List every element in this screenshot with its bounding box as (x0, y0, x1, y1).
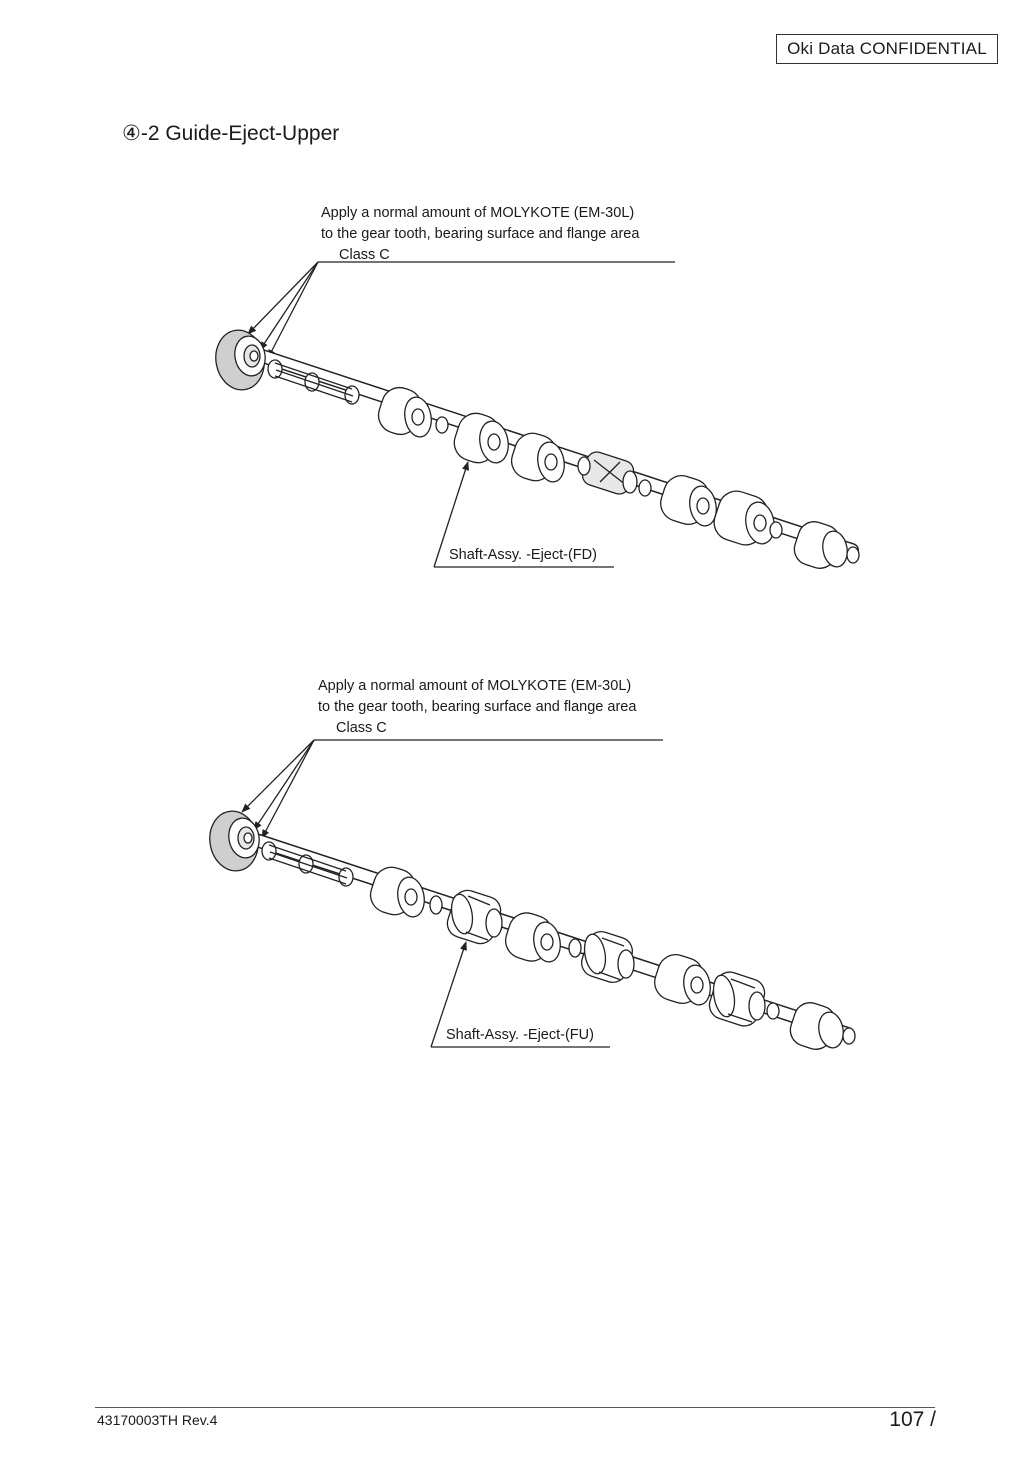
note-class: Class C (339, 247, 390, 263)
shaft-assy-fu-drawing (205, 740, 855, 1053)
note-line-1: Apply a normal amount of MOLYKOTE (EM-30L) (318, 678, 632, 694)
note-line-2: to the gear tooth, bearing surface and flange area (321, 226, 640, 242)
document-id: 43170003TH Rev.4 (97, 1412, 218, 1428)
note-class: Class C (336, 720, 387, 736)
section-title: ④-2 Guide-Eject-Upper (122, 122, 340, 145)
footer-divider (95, 1407, 935, 1408)
note-line-2: to the gear tooth, bearing surface and flange area (318, 699, 637, 715)
note-line-1: Apply a normal amount of MOLYKOTE (EM-30L) (321, 205, 635, 221)
confidential-label: Oki Data CONFIDENTIAL (776, 34, 998, 64)
shaft-assy-fd-drawing (211, 262, 859, 572)
shaft-callout-fu: Shaft-Assy. -Eject-(FU) (446, 1027, 594, 1043)
page-number: 107 / (889, 1408, 936, 1431)
shaft-callout-fd: Shaft-Assy. -Eject-(FD) (449, 547, 597, 563)
